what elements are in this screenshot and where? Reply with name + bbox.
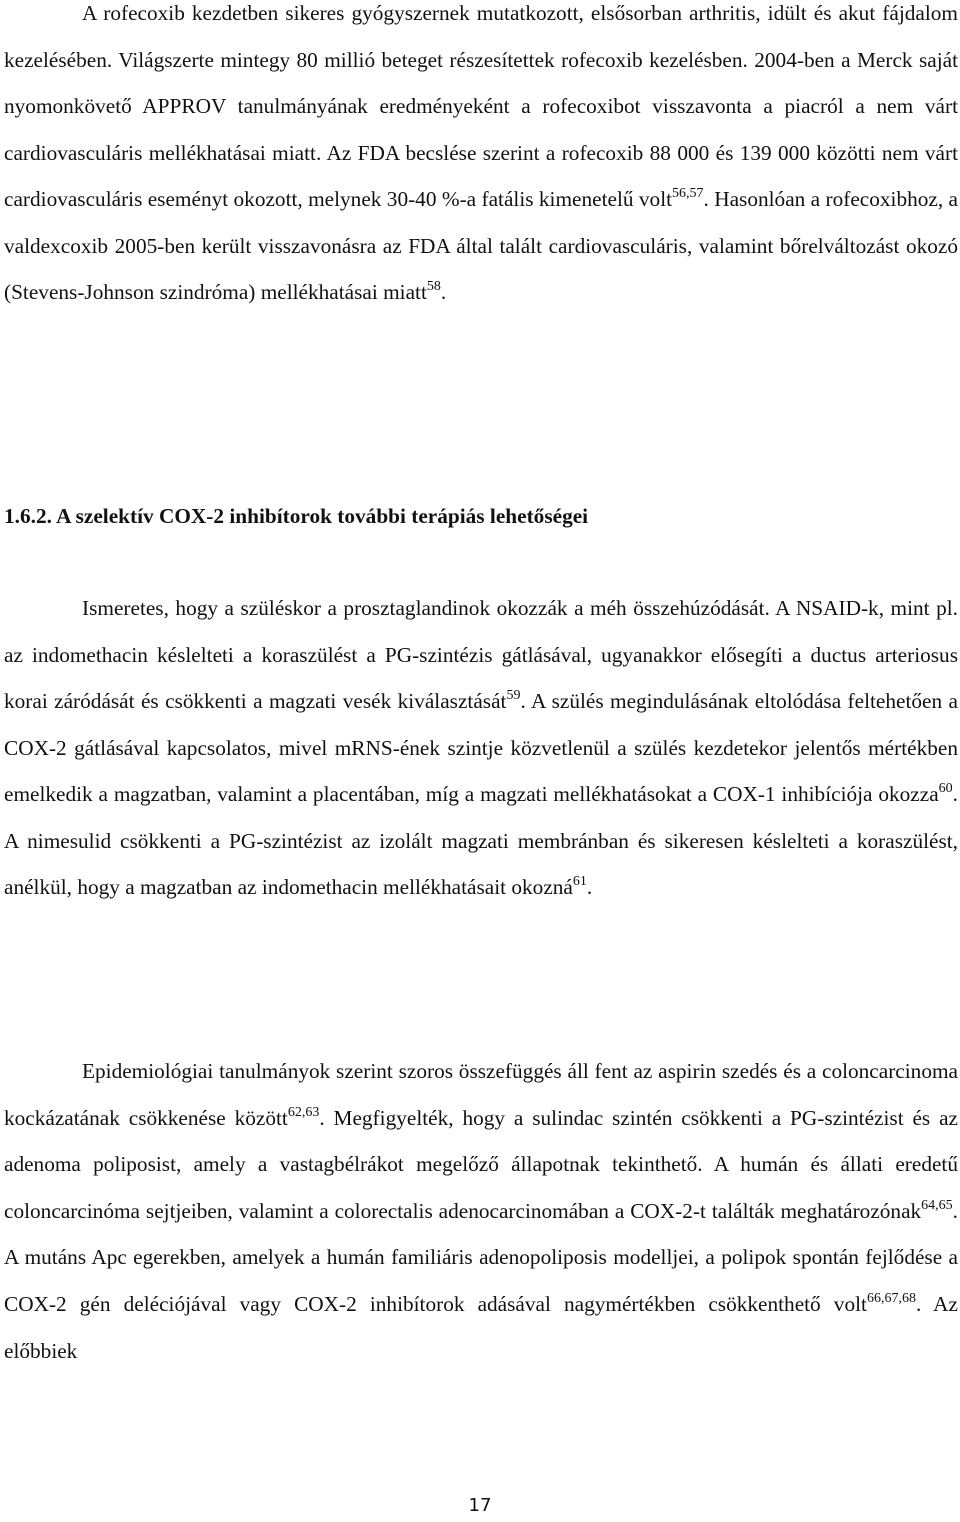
section-heading: 1.6.2. A szelektív COX-2 inhibítorok további terápiás lehetőségei bbox=[4, 504, 589, 528]
paragraph-text: . bbox=[586, 875, 593, 899]
paragraph-text: . Megfigyelték, hogy a sulindac szintén csökkenti a PG-szintézist és az adenoma poliposist, amely a vastagbélrákot megelőző állapotnak tekinthető. A humán és állati eredetű coloncarcinóma sejtjeiben, valamint a colorectalis adenocarcinomában a COX-2-t találták meghatározónak bbox=[4, 1105, 958, 1223]
paragraph-text: A rofecoxib kezdetben sikeres gyógyszernek mutatkozott, elsősorban arthritis, idült és akut fájdalom kezelésében. Világszerte mintegy 80 millió beteget részesítettek rofecoxib kezelésben. 2004-ben a Merck saját nyomonkövető APPROV tanulmányának eredményeként a rofecoxibot visszavonta a piacról a nem várt cardiovasculáris mellékhatásai miatt. Az FDA becslése szerint a rofecoxib 88 000 és 139 000 közötti nem várt cardiovasculáris eseményt okozott, melynek 30-40 %-a fatális kimenetelű volt bbox=[4, 1, 958, 211]
paragraph-colon-cancer bbox=[4, 1048, 958, 1374]
paragraph-text: Ismeretes, hogy a szüléskor a prosztaglandinok okozzák a méh összehúzódását. A NSAID-k, mint pl. az indomethacin késlelteti a koraszülést a PG-szintézis gátlásával, ugyanakkor elősegíti a ductus arteriosus korai záródását és csökkenti a magzati vesék kiválasztását bbox=[4, 596, 958, 713]
paragraph-text: . Az előbbiek bbox=[4, 1291, 959, 1363]
citation-ref: 58 bbox=[426, 279, 441, 295]
paragraph-text: . A szülés megindulásának eltolódása feltehetően a COX-2 gátlásával kapcsolatos, mivel mRNS-ének szintje közvetlenül a szülés kezdetekor jelentős mértékben emelkedik a magzatban, valamint a placentában, míg a magzati mellékhatásokat a COX-1 inhibíciója okozza bbox=[4, 689, 958, 806]
paragraph-rofecoxib-withdrawal bbox=[4, 0, 958, 316]
citation-ref: 64,65 bbox=[921, 1198, 953, 1214]
citation-ref: 59 bbox=[506, 688, 521, 704]
citation-ref: 60 bbox=[938, 781, 953, 797]
citation-ref: 61 bbox=[572, 874, 587, 890]
paragraph-text: . Hasonlóan a rofecoxibhoz, a valdexcoxib 2005-ben került visszavonásra az FDA által talált cardiovasculáris, valamint bőrelváltozást okozó (Stevens-Johnson szindróma) mellékhatásai miatt bbox=[4, 187, 958, 304]
citation-ref: 66,67,68 bbox=[866, 1291, 916, 1307]
page-number: 17 bbox=[468, 1495, 492, 1516]
paragraph-preterm-labor bbox=[4, 585, 958, 911]
citation-ref: 62,63 bbox=[287, 1104, 320, 1120]
paragraph-text: . A mutáns Apc egerekben, amelyek a humán familiáris adenopoliposis modelljei, a polipok spontán fejlődése a COX-2 gén deléciójával vagy COX-2 inhibítorok adásával nagymértékben csökkenthető volt bbox=[4, 1198, 958, 1316]
paragraph-text: . bbox=[440, 280, 447, 304]
citation-ref: 56,57 bbox=[672, 186, 704, 202]
paragraph-text: Epidemiológiai tanulmányok szerint szoros összefüggés áll fent az aspirin szedés és a coloncarcinoma kockázatának csökkenése között bbox=[4, 1059, 958, 1130]
paragraph-text: . A nimesulid csökkenti a PG-szintézist az izolált magzati membránban és sikeresen késlelteti a koraszülést, anélkül, hogy a magzatban az indomethacin mellékhatásait okozná bbox=[4, 782, 958, 899]
